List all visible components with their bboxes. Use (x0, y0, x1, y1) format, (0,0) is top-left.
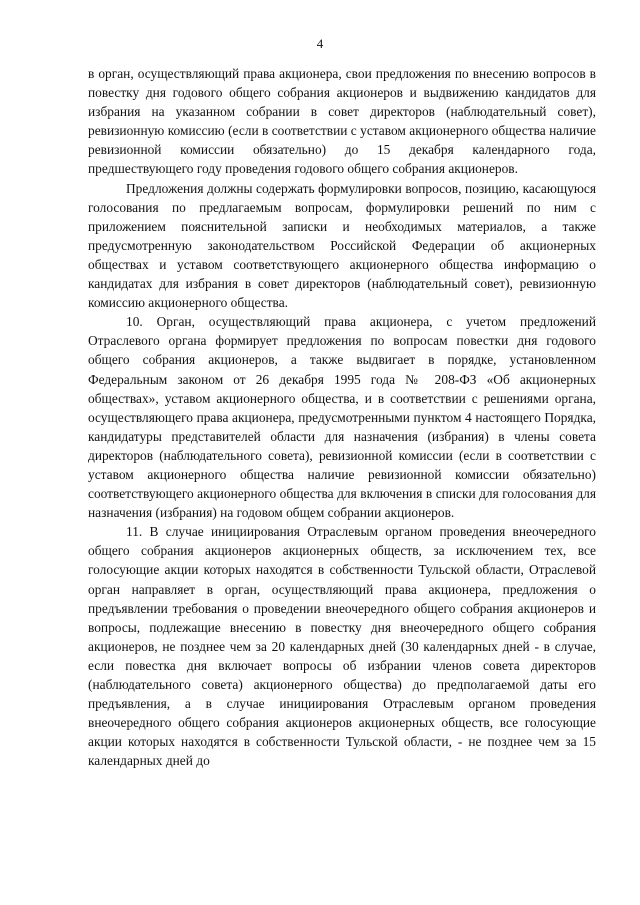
document-body (88, 64, 596, 770)
page-number: 4 (316, 36, 324, 51)
paragraph-continuation: в орган, осуществляющий права акционера, свои предложения по внесению вопросов в повестку дня годового общего собрания акционеров и выдвижению кандидатов для избрания на указанном собрании в совет директоров (наблюдательный совет), ревизионную комиссию (если в соответствии с уставом акционерного общества наличие ревизионной комиссии обязательно) до 15 декабря календарного года, предшествующего году проведения годового общего собрания акционеров. (88, 66, 596, 177)
paragraph-item-11: 11. В случае инициирования Отраслевым органом проведения внеочередного общего собрания акционеров акционерных обществ, за исключением тех, все голосующие акции которых находятся в собственности Тульской области, Отраслевой орган направляет в орган, осуществляющий права акционера, предложения о предъявлении требования о проведении внеочередного общего собрания акционеров и вопросы, подлежащие внесению в повестку дня внеочередного общего собрания акционеров, не позднее чем за 20 календарных дней (30 календарных дней - в случае, если повестка дня включает вопросы об избрании членов совета директоров (наблюдательного совета) акционерного общества) до предполагаемой даты его предъявления, а в случае инициирования Отраслевым органом проведения внеочередного общего собрания акционеров акционерных обществ, все голосующие акции которых находятся в собственности Тульской области, - не позднее чем за 15 календарных дней до (88, 524, 596, 769)
paragraph-item-10: 10. Орган, осуществляющий права акционера, с учетом предложений Отраслевого органа формирует предложения по вопросам повестки дня годового общего собрания акционеров, а также выдвигает в порядке, установленном Федеральным законом от 26 декабря 1995 года № 208-ФЗ «Об акционерных обществах», уставом акционерного общества, и в соответствии с решениями органа, осуществляющего права акционера, предусмотренными пунктом 4 настоящего Порядка, кандидатуры представителей области для назначения (избрания) в члены совета директоров (наблюдательного совета), ревизионной комиссии (если в соответствии с уставом акционерного общества наличие ревизионной комиссии обязательно) соответствующего акционерного общества для включения в списки для голосования для назначения (избрания) на годовом общем собрании акционеров. (88, 314, 596, 521)
paragraph-proposals-content: Предложения должны содержать формулировки вопросов, позицию, касающуюся голосования по предлагаемым вопросам, формулировки решений по ним с приложением пояснительной записки и необходимых материалов, а также предусмотренную законодательством Российской Федерации об акционерных обществах и уставом соответствующего акционерного общества информацию о кандидатах для избрания в совет директоров (наблюдательный совет), ревизионную комиссию акционерного общества. (88, 180, 596, 311)
